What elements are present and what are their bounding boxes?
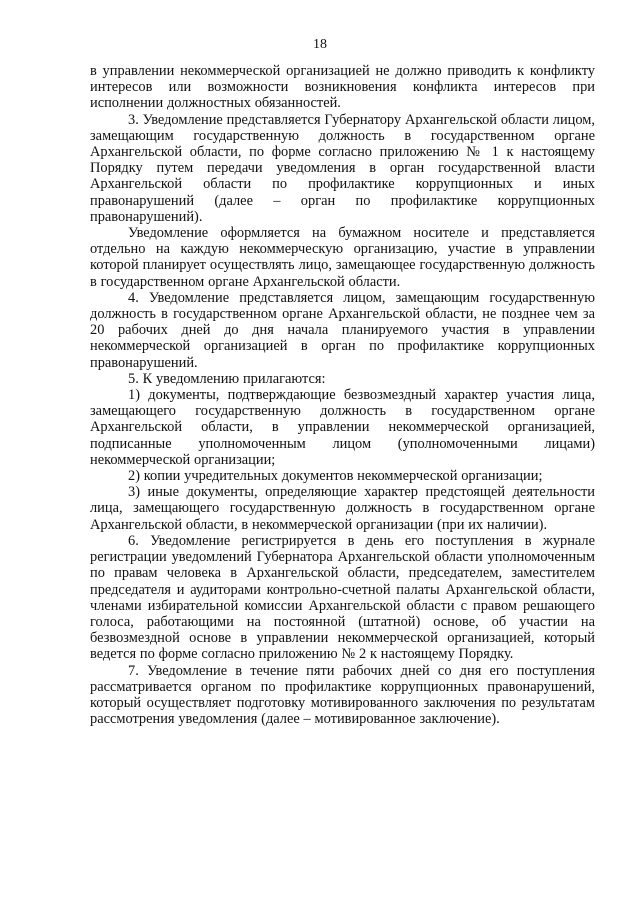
paragraph-3-note: Уведомление оформляется на бумажном носителе и представляется отдельно на каждую некоммерческую организацию, участие в управлении которой планирует осуществлять лицо, замещающее государственную должность в государственном органе Архангельской области. <box>90 225 595 290</box>
paragraph-7: 7. Уведомление в течение пяти рабочих дней со дня его поступления рассматривается органом по профилактике коррупционных правонарушений, который осуществляет подготовку мотивированного заключения по результатам рассмотрения уведомления (далее – мотивированное заключение). <box>90 662 595 728</box>
paragraph-5: 5. К уведомлению прилагаются: <box>128 370 326 387</box>
paragraph-3: 3. Уведомление представляется Губернатору Архангельской области лицом, замещающим государственную должность в государственном органе Архангельской области, по форме согласно приложению № 1 к настоящему Порядку путем передачи уведомления в орган государственной власти Архангельской области по профилактике коррупционных и иных правонарушений (далее – орган по профилактике коррупционных правонарушений). <box>90 111 595 225</box>
page-number: 18 <box>313 37 327 52</box>
list-item-3: 3) иные документы, определяющие характер предстоящей деятельности лица, замещающего государственную должность в государственном органе Архангельской области, в некоммерческой организации (при их наличии). <box>90 484 595 533</box>
document-body <box>90 63 595 727</box>
paragraph-4: 4. Уведомление представляется лицом, замещающим государственную должность в государственном органе Архангельской области, не позднее чем за 20 рабочих дней до дня начала планируемого участия в управлении некоммерческой организацией в орган по профилактике коррупционных правонарушений. <box>90 289 595 371</box>
paragraph-continuation: в управлении некоммерческой организацией не должно приводить к конфликту интересов или возможности возникновения конфликта интересов при исполнении должностных обязанностей. <box>90 63 595 112</box>
list-item-2: 2) копии учредительных документов некоммерческой организации; <box>128 468 543 485</box>
list-item-1: 1) документы, подтверждающие безвозмездный характер участия лица, замещающего государственную должность в государственном органе Архангельской области, в управлении некоммерческой организацией, подписанные уполномоченным лицом (уполномоченными лицами) некоммерческой организации; <box>90 387 595 468</box>
paragraph-6: 6. Уведомление регистрируется в день его поступления в журнале регистрации уведомлений Губернатора Архангельской области уполномоченным по правам человека в Архангельской области, председателем, заместителем председателя и аудиторами контрольно-счетной палаты Архангельской области, членами избирательной комиссии Архангельской области с правом решающего голоса, работающими на постоянной (штатной) основе, об участии на безвозмездной основе в управлении некоммерческой организацией, который ведется по форме согласно приложению № 2 к настоящему Порядку. <box>90 532 595 663</box>
